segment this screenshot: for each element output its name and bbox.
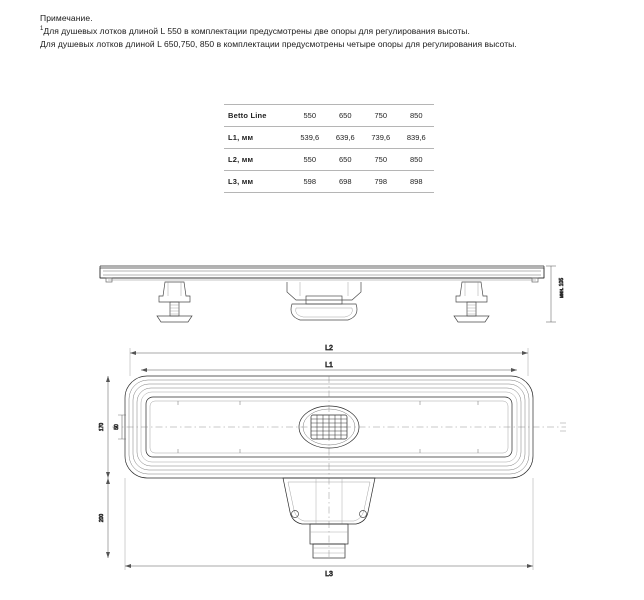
depth-arrow-bottom xyxy=(106,552,110,558)
row-value: 639,6 xyxy=(328,127,364,149)
table-header-cell-3: 750 xyxy=(363,105,399,127)
width-arrow-top xyxy=(106,376,110,382)
row-value: 898 xyxy=(399,171,435,193)
l3-arrow-left xyxy=(125,564,131,568)
l2-arrow-right xyxy=(522,351,528,355)
technical-drawing xyxy=(0,240,644,590)
right-leg-foot xyxy=(454,316,489,322)
siphon-upper-body xyxy=(287,282,361,300)
table-header-cell-0: Betto Line xyxy=(224,105,292,127)
left-support-leg xyxy=(157,282,192,322)
row-label: L2, мм xyxy=(224,149,292,171)
notes-title: Примечание. xyxy=(40,13,93,23)
l3-label: L3 xyxy=(325,571,333,578)
row-value: 850 xyxy=(399,149,435,171)
depth-label: 200 xyxy=(99,513,105,523)
table-row xyxy=(224,149,434,171)
table-header-cell-2: 650 xyxy=(328,105,364,127)
note-line-1 xyxy=(40,25,620,38)
table-row xyxy=(224,171,434,193)
row-value: 598 xyxy=(292,171,328,193)
width-arrow-bottom xyxy=(106,472,110,478)
table-row xyxy=(224,127,434,149)
spec-table xyxy=(224,104,434,193)
row-value: 798 xyxy=(363,171,399,193)
side-view xyxy=(100,266,565,322)
table-header-cell-4: 850 xyxy=(399,105,435,127)
side-height-dimension xyxy=(546,266,565,322)
dimension-width xyxy=(99,376,110,478)
row-label: L3, мм xyxy=(224,171,292,193)
small-dim-label: 50 xyxy=(114,424,120,430)
dimension-depth xyxy=(99,478,110,558)
l2-arrow-left xyxy=(130,351,136,355)
left-leg-foot xyxy=(157,316,192,322)
drawing-svg xyxy=(0,240,644,590)
row-value: 750 xyxy=(363,149,399,171)
plan-view xyxy=(99,345,566,578)
l1-label: L1 xyxy=(325,362,333,369)
depth-arrow-top xyxy=(106,478,110,484)
outlet-clip-left xyxy=(292,511,299,518)
dimension-small xyxy=(114,415,126,439)
side-body-outline xyxy=(100,268,544,278)
note-line-1-text: Для душевых лотков длиной L 550 в комплектации предусмотрены две опоры для регулирования высоты. xyxy=(43,26,470,36)
height-dim-label: мин. 105 xyxy=(559,277,565,298)
right-support-leg xyxy=(454,282,489,322)
row-value: 650 xyxy=(328,149,364,171)
notes-block xyxy=(40,12,620,51)
l3-arrow-right xyxy=(527,564,533,568)
right-leg-body xyxy=(456,282,487,302)
row-value: 839,6 xyxy=(399,127,435,149)
table-header-cell-1: 550 xyxy=(292,105,328,127)
row-value: 739,6 xyxy=(363,127,399,149)
row-value: 539,6 xyxy=(292,127,328,149)
left-leg-body xyxy=(159,282,190,302)
dimension-l1 xyxy=(141,362,517,372)
outlet-clip-right xyxy=(360,511,367,518)
l2-label: L2 xyxy=(325,345,333,352)
row-value: 698 xyxy=(328,171,364,193)
note-superscript: 1 xyxy=(40,26,44,33)
l1-arrow-right xyxy=(511,368,517,372)
siphon-bowl-inner xyxy=(296,308,353,317)
siphon-assembly xyxy=(287,282,361,320)
center-axes xyxy=(112,376,566,560)
note-line-2: Для душевых лотков длиной L 650,750, 850 в комплектации предусмотрены четыре опоры для регулирования высоты. xyxy=(40,39,517,49)
row-label: L1, мм xyxy=(224,127,292,149)
dimension-l2 xyxy=(130,345,528,376)
table-header-row xyxy=(224,105,434,127)
siphon-bowl xyxy=(291,304,357,320)
width-label: 170 xyxy=(99,422,105,432)
l1-arrow-left xyxy=(141,368,147,372)
row-value: 550 xyxy=(292,149,328,171)
